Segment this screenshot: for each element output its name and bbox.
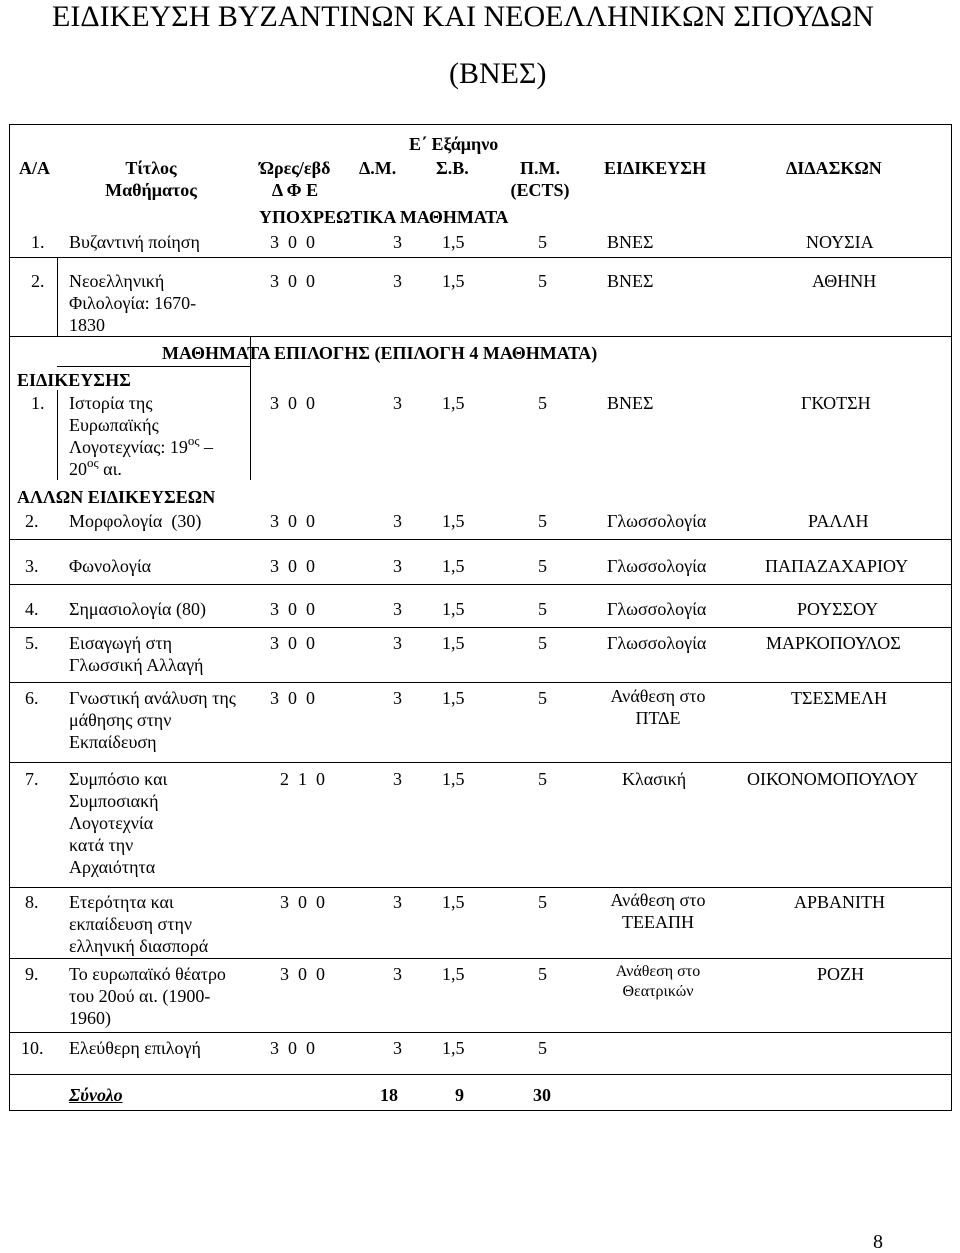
header-course-title: Τίτλος Μαθήματος: [105, 158, 197, 200]
header-instructor: ΔΙΔΑΣΚΩΝ: [786, 158, 882, 178]
header-pm: Π.Μ. (ECTS): [510, 158, 570, 200]
header-aa: Α/Α: [19, 158, 50, 178]
header-hours: Ώρες/εβδ Δ Φ Ε: [259, 158, 331, 200]
total-label: Σύνολο: [69, 1085, 123, 1105]
header-dm: Δ.Μ.: [359, 158, 397, 178]
semester-label: Ε΄ Εξάμηνο: [409, 134, 499, 154]
header-specialty: ΕΙΔΙΚΕΥΣΗ: [604, 158, 707, 178]
section-other: ΑΛΛΩΝ ΕΙΔΙΚΕΥΣΕΩΝ: [17, 487, 216, 507]
section-elective: ΜΑΘΗΜΑΤΑ ΕΠΙΛΟΓΗΣ (ΕΠΙΛΟΓΗ 4 ΜΑΘΗΜΑΤΑ): [162, 343, 598, 363]
section-mandatory: ΥΠΟΧΡΕΩΤΙΚΑ ΜΑΘΗΜΑΤΑ: [259, 207, 509, 227]
page-title: ΕΙΔΙΚΕΥΣΗ ΒΥΖΑΝΤΙΝΩΝ ΚΑΙ ΝΕΟΕΛΛΗΝΙΚΩΝ ΣΠΟΥΔΩΝ: [52, 0, 874, 33]
section-specialty: ΕΙΔΙΚΕΥΣΗΣ: [17, 370, 131, 390]
page-subtitle: (ΒΝΕΣ): [449, 57, 547, 90]
page-number: 8: [873, 1231, 883, 1253]
header-sv: Σ.Β.: [436, 158, 469, 178]
